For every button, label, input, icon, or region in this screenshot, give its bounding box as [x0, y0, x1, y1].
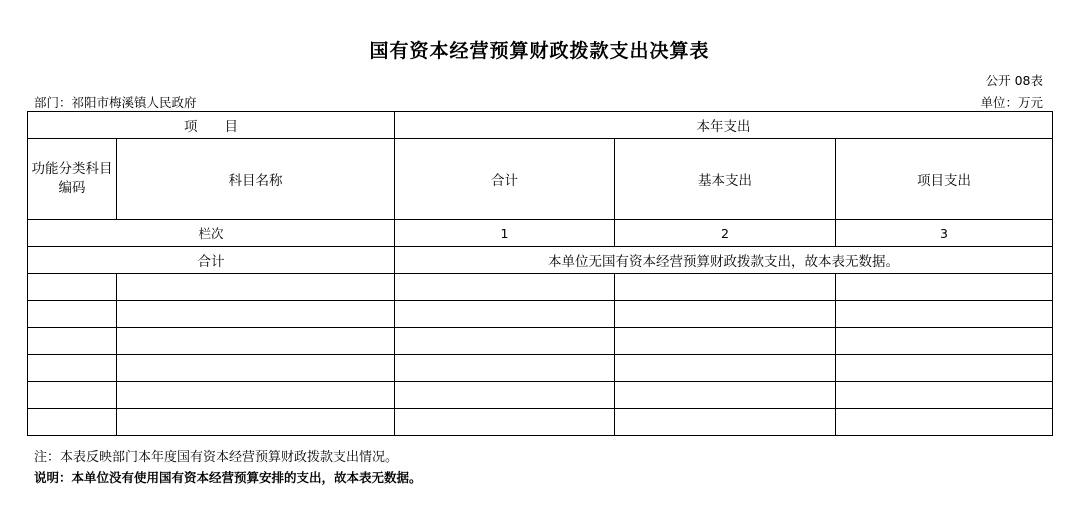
col-name-header: 科目名称 [117, 139, 395, 220]
col-index-1: 1 [395, 220, 615, 247]
row-index-label: 栏次 [28, 220, 395, 247]
table-cell [117, 355, 395, 382]
col-basic-header: 基本支出 [615, 139, 836, 220]
total-label: 合计 [28, 247, 395, 274]
table-cell [117, 274, 395, 301]
report-title: 国有资本经营预算财政拨款支出决算表 [369, 40, 710, 62]
table-row [28, 382, 1053, 409]
total-row [28, 247, 1053, 274]
table-cell [615, 409, 836, 436]
table-cell [395, 409, 615, 436]
table-cell [117, 328, 395, 355]
table-cell [28, 382, 117, 409]
table-row [28, 328, 1053, 355]
table-cell [836, 274, 1053, 301]
table-row [28, 301, 1053, 328]
header-row-2 [28, 139, 1053, 220]
table-cell [836, 328, 1053, 355]
department-label: 部门：祁阳市梅溪镇人民政府 [34, 95, 197, 110]
empty-message: 本单位无国有资本经营预算财政拨款支出，故本表无数据。 [395, 247, 1053, 274]
col-index-2: 2 [615, 220, 836, 247]
header-item-cell: 项 目 [28, 112, 395, 139]
table-cell [395, 355, 615, 382]
explanation-note: 说明：本单位没有使用国有资本经营预算安排的支出，故本表无数据。 [34, 470, 422, 485]
table-cell [836, 409, 1053, 436]
table-cell [28, 328, 117, 355]
col-total-header: 合计 [395, 139, 615, 220]
form-number: 公开 08表 [985, 73, 1043, 88]
table-cell [117, 409, 395, 436]
table-cell [615, 355, 836, 382]
table-cell [836, 355, 1053, 382]
expense-table [27, 111, 1053, 436]
unit-label: 单位：万元 [980, 95, 1043, 110]
table-cell [28, 274, 117, 301]
table-cell [395, 301, 615, 328]
table-cell [395, 328, 615, 355]
table-row [28, 355, 1053, 382]
table-cell [117, 301, 395, 328]
table-row [28, 274, 1053, 301]
table-row [28, 409, 1053, 436]
table-cell [28, 409, 117, 436]
col-index-3: 3 [836, 220, 1053, 247]
header-year-expense-cell: 本年支出 [395, 112, 1053, 139]
table-cell [28, 301, 117, 328]
table-cell [615, 274, 836, 301]
table-cell [28, 355, 117, 382]
table-cell [395, 382, 615, 409]
table-cell [615, 328, 836, 355]
col-code-header: 功能分类科目编码 [28, 139, 117, 220]
table-cell [836, 382, 1053, 409]
header-row-1 [28, 112, 1053, 139]
col-project-header: 项目支出 [836, 139, 1053, 220]
footnote: 注：本表反映部门本年度国有资本经营预算财政拨款支出情况。 [34, 450, 399, 465]
table-cell [615, 301, 836, 328]
index-row [28, 220, 1053, 247]
table-cell [836, 301, 1053, 328]
table-cell [615, 382, 836, 409]
table-cell [117, 382, 395, 409]
table-cell [395, 274, 615, 301]
